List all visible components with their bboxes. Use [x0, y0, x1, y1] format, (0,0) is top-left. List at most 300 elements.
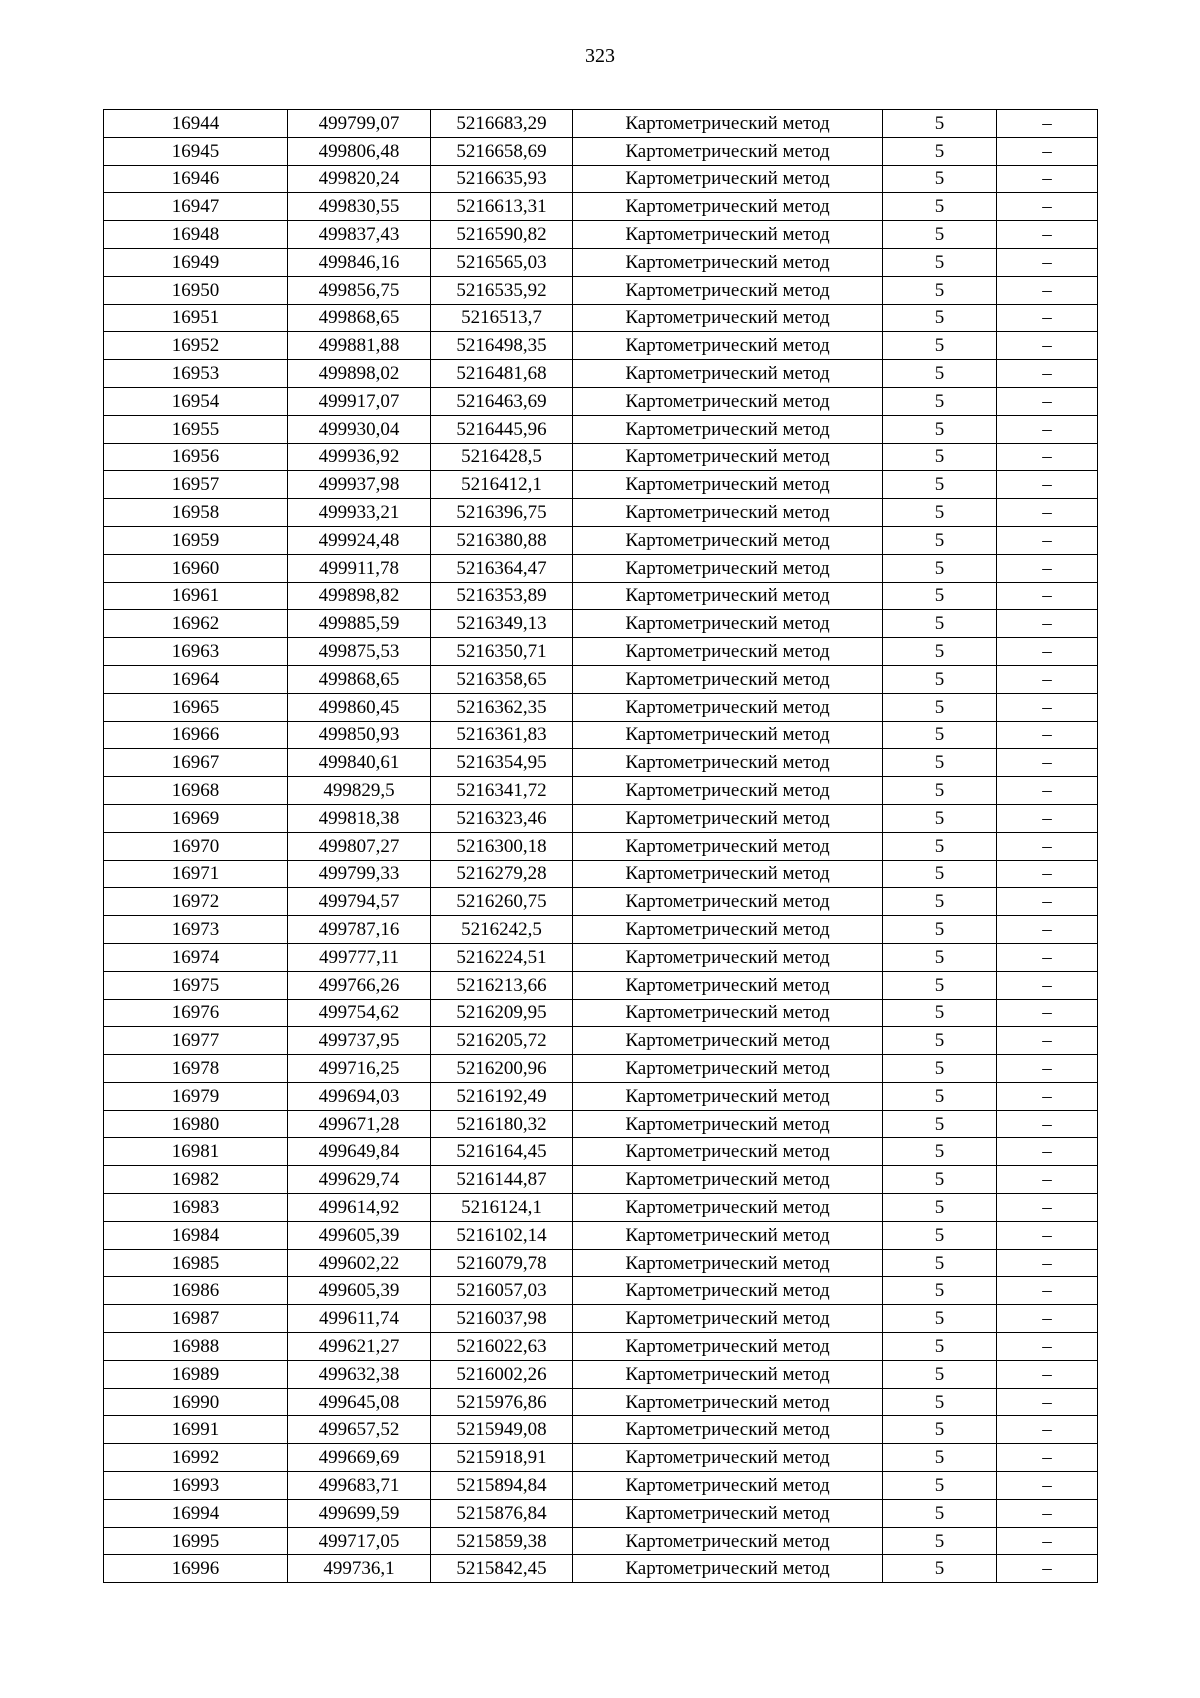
description-cell: – [997, 749, 1098, 777]
x-coordinate-cell: 499868,65 [288, 665, 431, 693]
description-cell: – [997, 471, 1098, 499]
table-row [104, 499, 1098, 527]
description-cell: – [997, 1082, 1098, 1110]
description-cell: – [997, 1527, 1098, 1555]
method-cell: Картометрический метод [573, 943, 883, 971]
method-cell: Картометрический метод [573, 221, 883, 249]
table-row [104, 415, 1098, 443]
point-number-cell: 16969 [104, 804, 288, 832]
y-coordinate-cell: 5216354,95 [431, 749, 573, 777]
y-coordinate-cell: 5216353,89 [431, 582, 573, 610]
x-coordinate-cell: 499716,25 [288, 1055, 431, 1083]
point-number-cell: 16990 [104, 1388, 288, 1416]
x-coordinate-cell: 499860,45 [288, 693, 431, 721]
description-cell: – [997, 526, 1098, 554]
y-coordinate-cell: 5215949,08 [431, 1416, 573, 1444]
table-row [104, 610, 1098, 638]
table-row [104, 304, 1098, 332]
method-cell: Картометрический метод [573, 471, 883, 499]
accuracy-cell: 5 [883, 1166, 997, 1194]
description-cell: – [997, 1444, 1098, 1472]
accuracy-cell: 5 [883, 304, 997, 332]
x-coordinate-cell: 499830,55 [288, 193, 431, 221]
point-number-cell: 16984 [104, 1221, 288, 1249]
method-cell: Картометрический метод [573, 137, 883, 165]
accuracy-cell: 5 [883, 777, 997, 805]
accuracy-cell: 5 [883, 248, 997, 276]
y-coordinate-cell: 5216205,72 [431, 1027, 573, 1055]
x-coordinate-cell: 499840,61 [288, 749, 431, 777]
x-coordinate-cell: 499736,1 [288, 1555, 431, 1583]
method-cell: Картометрический метод [573, 804, 883, 832]
point-number-cell: 16978 [104, 1055, 288, 1083]
method-cell: Картометрический метод [573, 1416, 883, 1444]
description-cell: – [997, 1472, 1098, 1500]
y-coordinate-cell: 5216102,14 [431, 1221, 573, 1249]
y-coordinate-cell: 5216565,03 [431, 248, 573, 276]
accuracy-cell: 5 [883, 276, 997, 304]
accuracy-cell: 5 [883, 1110, 997, 1138]
description-cell: – [997, 1388, 1098, 1416]
y-coordinate-cell: 5216260,75 [431, 888, 573, 916]
table-row [104, 248, 1098, 276]
description-cell: – [997, 610, 1098, 638]
accuracy-cell: 5 [883, 943, 997, 971]
method-cell: Картометрический метод [573, 554, 883, 582]
x-coordinate-cell: 499611,74 [288, 1305, 431, 1333]
method-cell: Картометрический метод [573, 1444, 883, 1472]
y-coordinate-cell: 5216209,95 [431, 999, 573, 1027]
x-coordinate-cell: 499936,92 [288, 443, 431, 471]
accuracy-cell: 5 [883, 1082, 997, 1110]
table-row [104, 554, 1098, 582]
point-number-cell: 16976 [104, 999, 288, 1027]
accuracy-cell: 5 [883, 1305, 997, 1333]
description-cell: – [997, 832, 1098, 860]
x-coordinate-cell: 499924,48 [288, 526, 431, 554]
y-coordinate-cell: 5216362,35 [431, 693, 573, 721]
x-coordinate-cell: 499930,04 [288, 415, 431, 443]
description-cell: – [997, 1027, 1098, 1055]
point-number-cell: 16967 [104, 749, 288, 777]
description-cell: – [997, 137, 1098, 165]
accuracy-cell: 5 [883, 1027, 997, 1055]
point-number-cell: 16973 [104, 916, 288, 944]
method-cell: Картометрический метод [573, 304, 883, 332]
accuracy-cell: 5 [883, 193, 997, 221]
description-cell: – [997, 165, 1098, 193]
description-cell: – [997, 332, 1098, 360]
y-coordinate-cell: 5216445,96 [431, 415, 573, 443]
point-number-cell: 16950 [104, 276, 288, 304]
y-coordinate-cell: 5216590,82 [431, 221, 573, 249]
method-cell: Картометрический метод [573, 526, 883, 554]
accuracy-cell: 5 [883, 1360, 997, 1388]
table-row [104, 749, 1098, 777]
method-cell: Картометрический метод [573, 999, 883, 1027]
description-cell: – [997, 1416, 1098, 1444]
method-cell: Картометрический метод [573, 415, 883, 443]
x-coordinate-cell: 499875,53 [288, 638, 431, 666]
x-coordinate-cell: 499737,95 [288, 1027, 431, 1055]
table-row [104, 1249, 1098, 1277]
x-coordinate-cell: 499632,38 [288, 1360, 431, 1388]
accuracy-cell: 5 [883, 971, 997, 999]
description-cell: – [997, 638, 1098, 666]
table-row [104, 943, 1098, 971]
point-number-cell: 16977 [104, 1027, 288, 1055]
y-coordinate-cell: 5216428,5 [431, 443, 573, 471]
method-cell: Картометрический метод [573, 193, 883, 221]
table-row [104, 1055, 1098, 1083]
point-number-cell: 16966 [104, 721, 288, 749]
y-coordinate-cell: 5215894,84 [431, 1472, 573, 1500]
x-coordinate-cell: 499649,84 [288, 1138, 431, 1166]
point-number-cell: 16949 [104, 248, 288, 276]
table-row [104, 1444, 1098, 1472]
accuracy-cell: 5 [883, 1388, 997, 1416]
table-row [104, 1499, 1098, 1527]
y-coordinate-cell: 5215918,91 [431, 1444, 573, 1472]
y-coordinate-cell: 5215976,86 [431, 1388, 573, 1416]
y-coordinate-cell: 5216350,71 [431, 638, 573, 666]
y-coordinate-cell: 5216361,83 [431, 721, 573, 749]
y-coordinate-cell: 5216463,69 [431, 387, 573, 415]
description-cell: – [997, 387, 1098, 415]
y-coordinate-cell: 5215842,45 [431, 1555, 573, 1583]
method-cell: Картометрический метод [573, 749, 883, 777]
accuracy-cell: 5 [883, 804, 997, 832]
accuracy-cell: 5 [883, 1277, 997, 1305]
point-number-cell: 16995 [104, 1527, 288, 1555]
method-cell: Картометрический метод [573, 1388, 883, 1416]
y-coordinate-cell: 5216323,46 [431, 804, 573, 832]
table-row [104, 1082, 1098, 1110]
table-row [104, 999, 1098, 1027]
x-coordinate-cell: 499917,07 [288, 387, 431, 415]
y-coordinate-cell: 5216658,69 [431, 137, 573, 165]
description-cell: – [997, 888, 1098, 916]
accuracy-cell: 5 [883, 360, 997, 388]
y-coordinate-cell: 5216079,78 [431, 1249, 573, 1277]
y-coordinate-cell: 5216180,32 [431, 1110, 573, 1138]
description-cell: – [997, 1166, 1098, 1194]
description-cell: – [997, 943, 1098, 971]
method-cell: Картометрический метод [573, 1360, 883, 1388]
description-cell: – [997, 1499, 1098, 1527]
point-number-cell: 16945 [104, 137, 288, 165]
method-cell: Картометрический метод [573, 638, 883, 666]
accuracy-cell: 5 [883, 610, 997, 638]
method-cell: Картометрический метод [573, 1499, 883, 1527]
x-coordinate-cell: 499777,11 [288, 943, 431, 971]
x-coordinate-cell: 499868,65 [288, 304, 431, 332]
accuracy-cell: 5 [883, 1416, 997, 1444]
y-coordinate-cell: 5216144,87 [431, 1166, 573, 1194]
point-number-cell: 16983 [104, 1194, 288, 1222]
description-cell: – [997, 304, 1098, 332]
point-number-cell: 16948 [104, 221, 288, 249]
table-row [104, 1194, 1098, 1222]
accuracy-cell: 5 [883, 860, 997, 888]
table-row [104, 526, 1098, 554]
description-cell: – [997, 999, 1098, 1027]
method-cell: Картометрический метод [573, 888, 883, 916]
coordinates-table-body [104, 110, 1098, 1583]
method-cell: Картометрический метод [573, 1194, 883, 1222]
table-row [104, 360, 1098, 388]
accuracy-cell: 5 [883, 1555, 997, 1583]
description-cell: – [997, 193, 1098, 221]
x-coordinate-cell: 499885,59 [288, 610, 431, 638]
table-row [104, 137, 1098, 165]
x-coordinate-cell: 499799,07 [288, 110, 431, 138]
point-number-cell: 16981 [104, 1138, 288, 1166]
method-cell: Картометрический метод [573, 1166, 883, 1194]
x-coordinate-cell: 499837,43 [288, 221, 431, 249]
x-coordinate-cell: 499614,92 [288, 1194, 431, 1222]
x-coordinate-cell: 499856,75 [288, 276, 431, 304]
table-row [104, 777, 1098, 805]
y-coordinate-cell: 5216242,5 [431, 916, 573, 944]
point-number-cell: 16986 [104, 1277, 288, 1305]
x-coordinate-cell: 499683,71 [288, 1472, 431, 1500]
method-cell: Картометрический метод [573, 499, 883, 527]
point-number-cell: 16987 [104, 1305, 288, 1333]
y-coordinate-cell: 5216396,75 [431, 499, 573, 527]
accuracy-cell: 5 [883, 638, 997, 666]
table-row [104, 443, 1098, 471]
table-row [104, 1416, 1098, 1444]
method-cell: Картометрический метод [573, 443, 883, 471]
x-coordinate-cell: 499846,16 [288, 248, 431, 276]
y-coordinate-cell: 5216498,35 [431, 332, 573, 360]
y-coordinate-cell: 5216164,45 [431, 1138, 573, 1166]
method-cell: Картометрический метод [573, 721, 883, 749]
method-cell: Картометрический метод [573, 1138, 883, 1166]
y-coordinate-cell: 5216513,7 [431, 304, 573, 332]
table-row [104, 804, 1098, 832]
description-cell: – [997, 693, 1098, 721]
table-row [104, 693, 1098, 721]
description-cell: – [997, 804, 1098, 832]
table-row [104, 1388, 1098, 1416]
point-number-cell: 16965 [104, 693, 288, 721]
y-coordinate-cell: 5215876,84 [431, 1499, 573, 1527]
y-coordinate-cell: 5216635,93 [431, 165, 573, 193]
table-row [104, 1555, 1098, 1583]
table-row [104, 1110, 1098, 1138]
accuracy-cell: 5 [883, 1499, 997, 1527]
method-cell: Картометрический метод [573, 1221, 883, 1249]
y-coordinate-cell: 5216213,66 [431, 971, 573, 999]
method-cell: Картометрический метод [573, 582, 883, 610]
accuracy-cell: 5 [883, 443, 997, 471]
table-row [104, 638, 1098, 666]
y-coordinate-cell: 5216481,68 [431, 360, 573, 388]
table-row [104, 721, 1098, 749]
y-coordinate-cell: 5216683,29 [431, 110, 573, 138]
description-cell: – [997, 916, 1098, 944]
point-number-cell: 16979 [104, 1082, 288, 1110]
point-number-cell: 16971 [104, 860, 288, 888]
method-cell: Картометрический метод [573, 860, 883, 888]
table-row [104, 1305, 1098, 1333]
accuracy-cell: 5 [883, 916, 997, 944]
table-row [104, 387, 1098, 415]
point-number-cell: 16988 [104, 1333, 288, 1361]
table-row [104, 221, 1098, 249]
point-number-cell: 16994 [104, 1499, 288, 1527]
description-cell: – [997, 1277, 1098, 1305]
point-number-cell: 16968 [104, 777, 288, 805]
method-cell: Картометрический метод [573, 387, 883, 415]
y-coordinate-cell: 5216057,03 [431, 1277, 573, 1305]
table-row [104, 1221, 1098, 1249]
table-row [104, 1527, 1098, 1555]
description-cell: – [997, 1221, 1098, 1249]
point-number-cell: 16959 [104, 526, 288, 554]
y-coordinate-cell: 5216341,72 [431, 777, 573, 805]
x-coordinate-cell: 499645,08 [288, 1388, 431, 1416]
method-cell: Картометрический метод [573, 971, 883, 999]
method-cell: Картометрический метод [573, 1082, 883, 1110]
point-number-cell: 16947 [104, 193, 288, 221]
y-coordinate-cell: 5216224,51 [431, 943, 573, 971]
point-number-cell: 16991 [104, 1416, 288, 1444]
x-coordinate-cell: 499911,78 [288, 554, 431, 582]
y-coordinate-cell: 5216380,88 [431, 526, 573, 554]
description-cell: – [997, 360, 1098, 388]
y-coordinate-cell: 5216124,1 [431, 1194, 573, 1222]
accuracy-cell: 5 [883, 721, 997, 749]
x-coordinate-cell: 499629,74 [288, 1166, 431, 1194]
description-cell: – [997, 221, 1098, 249]
accuracy-cell: 5 [883, 415, 997, 443]
description-cell: – [997, 276, 1098, 304]
x-coordinate-cell: 499898,02 [288, 360, 431, 388]
table-row [104, 916, 1098, 944]
table-row [104, 860, 1098, 888]
description-cell: – [997, 1333, 1098, 1361]
description-cell: – [997, 499, 1098, 527]
x-coordinate-cell: 499754,62 [288, 999, 431, 1027]
description-cell: – [997, 110, 1098, 138]
point-number-cell: 16985 [104, 1249, 288, 1277]
point-number-cell: 16962 [104, 610, 288, 638]
description-cell: – [997, 860, 1098, 888]
method-cell: Картометрический метод [573, 1277, 883, 1305]
y-coordinate-cell: 5216349,13 [431, 610, 573, 638]
table-row [104, 665, 1098, 693]
accuracy-cell: 5 [883, 693, 997, 721]
x-coordinate-cell: 499717,05 [288, 1527, 431, 1555]
accuracy-cell: 5 [883, 582, 997, 610]
point-number-cell: 16954 [104, 387, 288, 415]
accuracy-cell: 5 [883, 471, 997, 499]
point-number-cell: 16980 [104, 1110, 288, 1138]
point-number-cell: 16957 [104, 471, 288, 499]
table-row [104, 888, 1098, 916]
description-cell: – [997, 721, 1098, 749]
x-coordinate-cell: 499671,28 [288, 1110, 431, 1138]
point-number-cell: 16996 [104, 1555, 288, 1583]
accuracy-cell: 5 [883, 1472, 997, 1500]
accuracy-cell: 5 [883, 110, 997, 138]
method-cell: Картометрический метод [573, 610, 883, 638]
point-number-cell: 16972 [104, 888, 288, 916]
description-cell: – [997, 1138, 1098, 1166]
x-coordinate-cell: 499898,82 [288, 582, 431, 610]
point-number-cell: 16963 [104, 638, 288, 666]
method-cell: Картометрический метод [573, 1110, 883, 1138]
method-cell: Картометрический метод [573, 332, 883, 360]
description-cell: – [997, 1110, 1098, 1138]
accuracy-cell: 5 [883, 1249, 997, 1277]
y-coordinate-cell: 5216613,31 [431, 193, 573, 221]
x-coordinate-cell: 499818,38 [288, 804, 431, 832]
table-row [104, 471, 1098, 499]
method-cell: Картометрический метод [573, 1527, 883, 1555]
x-coordinate-cell: 499937,98 [288, 471, 431, 499]
x-coordinate-cell: 499694,03 [288, 1082, 431, 1110]
accuracy-cell: 5 [883, 387, 997, 415]
x-coordinate-cell: 499766,26 [288, 971, 431, 999]
x-coordinate-cell: 499657,52 [288, 1416, 431, 1444]
description-cell: – [997, 1360, 1098, 1388]
method-cell: Картометрический метод [573, 1055, 883, 1083]
x-coordinate-cell: 499881,88 [288, 332, 431, 360]
point-number-cell: 16953 [104, 360, 288, 388]
table-row [104, 332, 1098, 360]
coordinates-table [103, 109, 1098, 1583]
point-number-cell: 16993 [104, 1472, 288, 1500]
x-coordinate-cell: 499806,48 [288, 137, 431, 165]
accuracy-cell: 5 [883, 499, 997, 527]
description-cell: – [997, 971, 1098, 999]
table-row [104, 193, 1098, 221]
point-number-cell: 16951 [104, 304, 288, 332]
point-number-cell: 16944 [104, 110, 288, 138]
table-row [104, 1360, 1098, 1388]
accuracy-cell: 5 [883, 888, 997, 916]
description-cell: – [997, 665, 1098, 693]
method-cell: Картометрический метод [573, 1249, 883, 1277]
x-coordinate-cell: 499602,22 [288, 1249, 431, 1277]
accuracy-cell: 5 [883, 332, 997, 360]
table-row [104, 1138, 1098, 1166]
accuracy-cell: 5 [883, 554, 997, 582]
description-cell: – [997, 415, 1098, 443]
point-number-cell: 16974 [104, 943, 288, 971]
accuracy-cell: 5 [883, 1138, 997, 1166]
accuracy-cell: 5 [883, 1444, 997, 1472]
accuracy-cell: 5 [883, 749, 997, 777]
description-cell: – [997, 582, 1098, 610]
method-cell: Картометрический метод [573, 665, 883, 693]
y-coordinate-cell: 5216412,1 [431, 471, 573, 499]
method-cell: Картометрический метод [573, 1305, 883, 1333]
description-cell: – [997, 248, 1098, 276]
y-coordinate-cell: 5216535,92 [431, 276, 573, 304]
x-coordinate-cell: 499699,59 [288, 1499, 431, 1527]
accuracy-cell: 5 [883, 137, 997, 165]
method-cell: Картометрический метод [573, 693, 883, 721]
point-number-cell: 16946 [104, 165, 288, 193]
point-number-cell: 16970 [104, 832, 288, 860]
method-cell: Картометрический метод [573, 165, 883, 193]
accuracy-cell: 5 [883, 1194, 997, 1222]
